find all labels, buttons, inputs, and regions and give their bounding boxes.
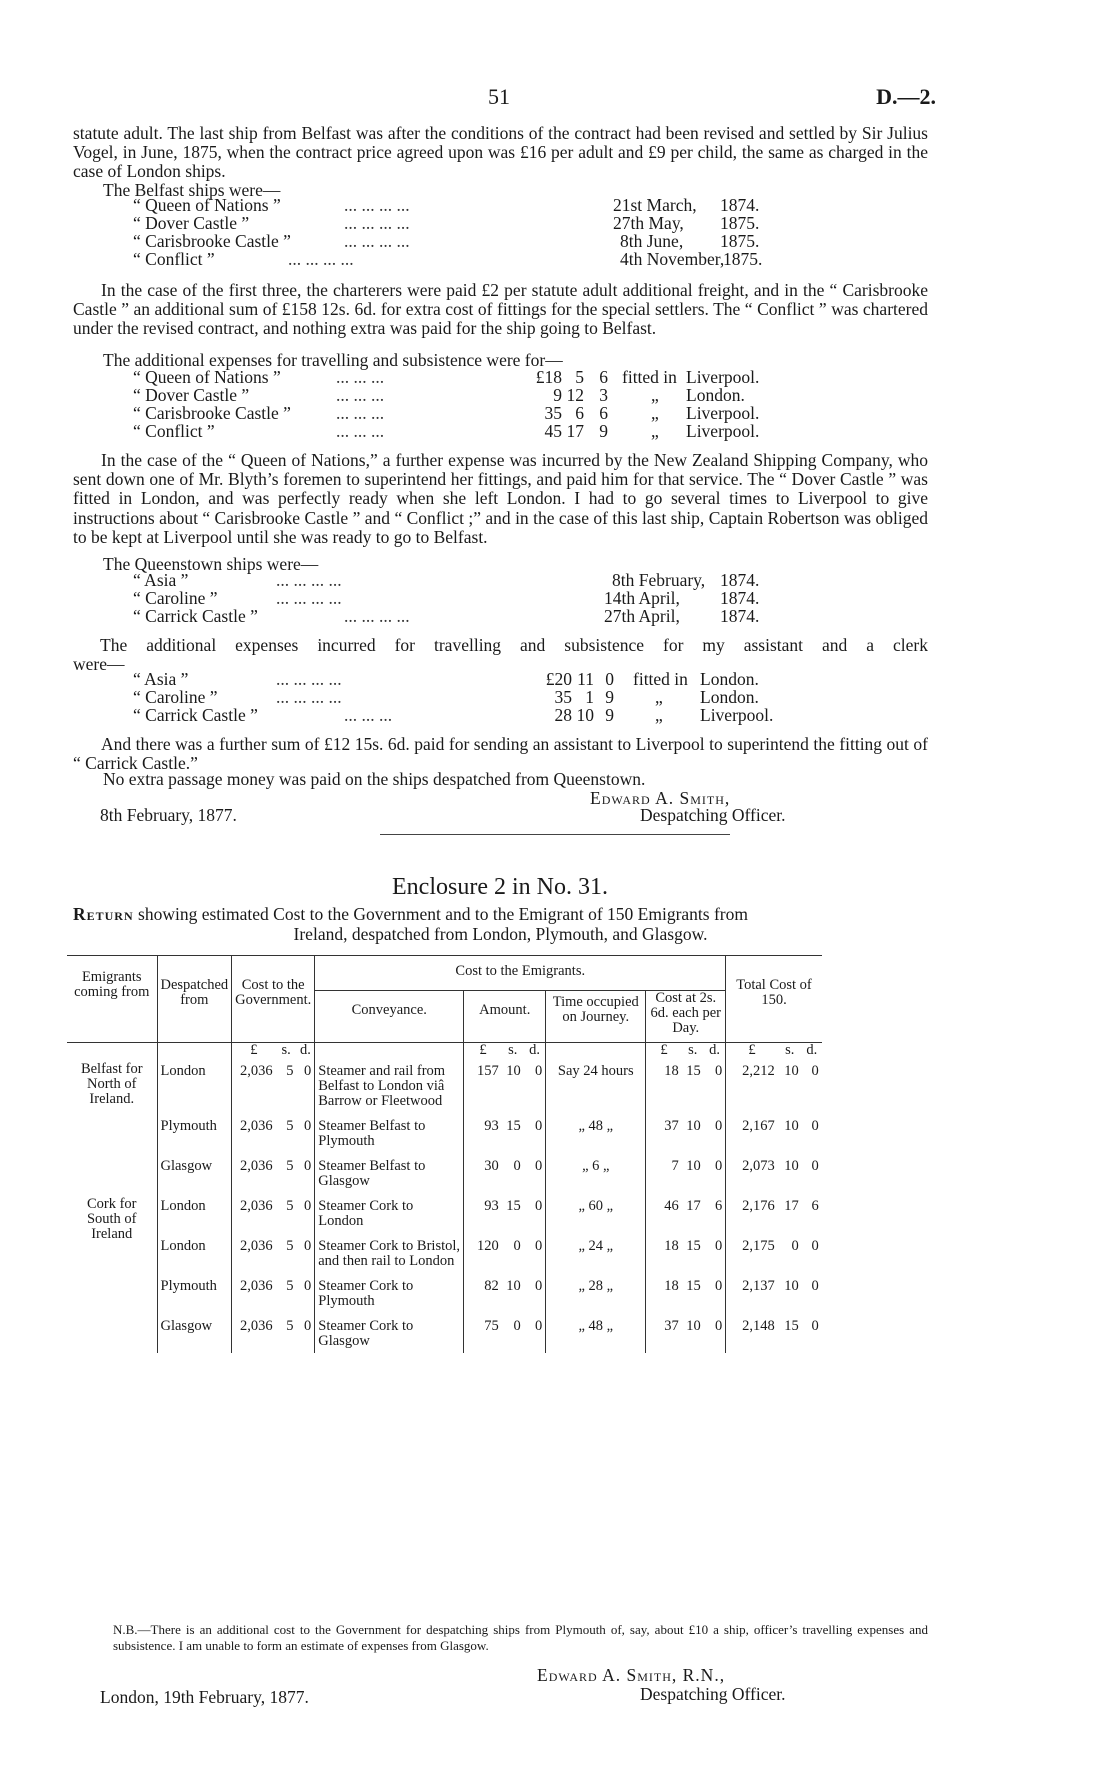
ship-year: 1874. xyxy=(720,588,760,608)
fitted-place: Liverpool. xyxy=(686,421,760,441)
leader-dots: ... ... ... xyxy=(336,367,385,387)
gov-s-cell: 5 xyxy=(286,1118,294,1134)
gov-s-cell: 5 xyxy=(286,1318,294,1334)
gov-l-cell: 2,036 xyxy=(239,1158,273,1174)
return-lead: Return xyxy=(73,904,134,924)
tot-l-cell: 2,137 xyxy=(742,1278,775,1294)
leader-dots: ... ... ... ... xyxy=(344,213,410,233)
unit-shilling: s. xyxy=(508,1042,518,1058)
table-row xyxy=(67,1153,822,1193)
gov-s-cell: 5 xyxy=(286,1278,294,1294)
amount-pounds: 9 xyxy=(553,385,562,405)
time-cell: Say 24 hours xyxy=(546,1058,646,1113)
amount-pence: 6 xyxy=(599,403,608,423)
additional-expenses-heading: The additional expenses for travelling and subsistence were for— xyxy=(103,350,563,370)
day-d-cell: 6 xyxy=(704,1193,726,1233)
header-cost-government: Cost to the Government. xyxy=(232,956,315,1043)
amount-pounds: 45 xyxy=(544,421,562,441)
intro-paragraph: statute adult. The last ship from Belfast was after the conditions of the contract had been revised and settled by Sir Julius Vogel, in June, 1875, when the contract price agreed upon was £16 per adult and £9 per child, the same as charged in the case of London ships. xyxy=(73,123,928,182)
fitted-place: Liverpool. xyxy=(700,705,774,725)
signature-2-name: Edward A. Smith, R.N., xyxy=(537,1665,726,1685)
gov-d-cell: 0 xyxy=(297,1233,315,1273)
tot-d-cell: 0 xyxy=(811,1318,819,1334)
table-row xyxy=(67,1113,822,1153)
amount-pounds: 35 xyxy=(554,687,572,707)
amount-pence: 6 xyxy=(599,367,608,387)
leader-dots: ... ... ... ... xyxy=(276,687,342,707)
gov-d-cell: 0 xyxy=(297,1313,315,1353)
amt-l-cell: 157 xyxy=(477,1063,499,1079)
day-s-cell: 10 xyxy=(686,1118,701,1134)
gov-l-cell: 2,036 xyxy=(239,1118,273,1134)
conveyance-cell: Steamer Cork to Glasgow xyxy=(315,1313,464,1353)
ship-name: “ Caroline ” xyxy=(133,588,218,608)
tot-l-cell: 2,212 xyxy=(742,1063,775,1079)
tot-d-cell: 0 xyxy=(811,1158,819,1174)
amount-pence: 9 xyxy=(605,687,614,707)
unit-shilling: s. xyxy=(785,1042,795,1058)
fitted-place: London. xyxy=(700,669,759,689)
day-d-cell: 0 xyxy=(704,1313,726,1353)
unit-pound: £ xyxy=(660,1042,668,1058)
amt-d-cell: 0 xyxy=(524,1058,546,1113)
amt-d-cell: 0 xyxy=(524,1113,546,1153)
unit-pound: £ xyxy=(748,1042,756,1058)
despatched-cell: Plymouth xyxy=(157,1113,232,1153)
despatched-cell: Glasgow xyxy=(157,1153,232,1193)
day-s-cell: 15 xyxy=(686,1063,701,1079)
amount-pence: 3 xyxy=(599,385,608,405)
amt-l-cell: 30 xyxy=(484,1158,499,1174)
table-row xyxy=(67,1193,822,1233)
fitted-ditto: „ xyxy=(651,421,659,441)
conveyance-cell: Steamer Cork to Plymouth xyxy=(315,1273,464,1313)
gov-d-cell: 0 xyxy=(297,1153,315,1193)
day-d-cell: 0 xyxy=(704,1058,726,1113)
signature-2-date: London, 19th February, 1877. xyxy=(100,1687,309,1707)
tot-d-cell: 6 xyxy=(811,1198,819,1214)
assistant-paragraph-line-2: were— xyxy=(73,654,125,674)
tot-s-cell: 15 xyxy=(784,1318,799,1334)
ship-year: 1874. xyxy=(720,570,760,590)
unit-pound: £ xyxy=(479,1042,487,1058)
tot-s-cell: 0 xyxy=(791,1238,799,1254)
amt-d-cell: 0 xyxy=(524,1273,546,1313)
ship-name: “ Carrick Castle ” xyxy=(133,606,258,626)
tot-l-cell: 2,175 xyxy=(742,1238,775,1254)
despatched-cell: London xyxy=(157,1058,232,1113)
amount-pounds: £20 xyxy=(545,669,572,689)
conveyance-cell: Steamer Belfast to Plymouth xyxy=(315,1113,464,1153)
amount-shillings: 5 xyxy=(575,367,584,387)
time-cell: „ 48 „ xyxy=(546,1113,646,1153)
day-d-cell: 0 xyxy=(704,1273,726,1313)
day-d-cell: 0 xyxy=(704,1113,726,1153)
header-total-cost: Total Cost of 150. xyxy=(726,956,822,1043)
ship-date: 8th February, xyxy=(612,570,706,590)
assistant-paragraph-line-1: The additional expenses incurred for travelling and subsistence for my assistant and a clerk xyxy=(100,635,928,655)
table-body xyxy=(67,1058,822,1353)
gov-d-cell: 0 xyxy=(297,1273,315,1313)
day-l-cell: 18 xyxy=(664,1063,679,1079)
day-s-cell: 10 xyxy=(686,1158,701,1174)
gov-l-cell: 2,036 xyxy=(239,1198,273,1214)
ship-date: 8th June, xyxy=(620,231,684,251)
amt-s-cell: 10 xyxy=(506,1278,521,1294)
leader-dots: ... ... ... ... xyxy=(344,606,410,626)
no-extra-paragraph: No extra passage money was paid on the ships despatched from Queenstown. xyxy=(103,769,646,789)
amt-l-cell: 82 xyxy=(484,1278,499,1294)
belfast-ships-heading: The Belfast ships were— xyxy=(103,180,281,200)
unit-shilling: s. xyxy=(688,1042,698,1058)
tot-l-cell: 2,176 xyxy=(742,1198,775,1214)
amount-shillings: 10 xyxy=(576,705,594,725)
day-s-cell: 15 xyxy=(686,1278,701,1294)
ship-year: 1875. xyxy=(720,213,760,233)
amt-d-cell: 0 xyxy=(524,1153,546,1193)
tot-l-cell: 2,167 xyxy=(742,1118,775,1134)
amt-d-cell: 0 xyxy=(524,1233,546,1273)
ship-name: “ Conflict ” xyxy=(133,421,215,441)
header-cost-2s6d: Cost at 2s. 6d. each per Day. xyxy=(646,991,726,1043)
gov-l-cell: 2,036 xyxy=(239,1318,273,1334)
gov-l-cell: 2,036 xyxy=(239,1063,273,1079)
return-table xyxy=(67,955,822,1353)
leader-dots: ... ... ... ... xyxy=(344,195,410,215)
gov-l-cell: 2,036 xyxy=(239,1278,273,1294)
signature-name: Edward A. Smith, xyxy=(590,788,731,808)
header-time-occupied: Time occupied on Journey. xyxy=(546,991,646,1043)
time-cell: „ 6 „ xyxy=(546,1153,646,1193)
day-d-cell: 0 xyxy=(704,1153,726,1193)
section-divider xyxy=(380,834,730,835)
further-sum-paragraph: And there was a further sum of £12 15s. 6d. paid for sending an assistant to Liverpool to superintend the fitting out of “ Carrick Castle.” xyxy=(73,734,928,774)
amount-pence: 9 xyxy=(605,705,614,725)
amount-shillings: 12 xyxy=(566,385,584,405)
ship-name: “ Queen of Nations ” xyxy=(133,195,281,215)
amt-s-cell: 0 xyxy=(513,1318,521,1334)
header-amount: Amount. xyxy=(464,991,546,1043)
ship-date: 27th April, xyxy=(604,606,680,626)
day-l-cell: 7 xyxy=(671,1158,679,1174)
tot-l-cell: 2,148 xyxy=(742,1318,775,1334)
day-s-cell: 10 xyxy=(686,1318,701,1334)
amt-d-cell: 0 xyxy=(524,1313,546,1353)
gov-s-cell: 5 xyxy=(286,1238,294,1254)
amount-pounds: 35 xyxy=(544,403,562,423)
amount-pounds: 28 xyxy=(554,705,572,725)
leader-dots: ... ... ... ... xyxy=(288,249,354,269)
despatched-cell: London xyxy=(157,1193,232,1233)
amt-s-cell: 15 xyxy=(506,1198,521,1214)
ship-date: 21st March, xyxy=(613,195,697,215)
queenstown-ships-heading: The Queenstown ships were— xyxy=(103,554,319,574)
amount-shillings: 11 xyxy=(577,669,594,689)
fitted-ditto: „ xyxy=(651,385,659,405)
header-conveyance: Conveyance. xyxy=(315,991,464,1043)
amt-l-cell: 93 xyxy=(484,1118,499,1134)
leader-dots: ... ... ... ... xyxy=(344,231,410,251)
signature-title: Despatching Officer. xyxy=(640,805,786,825)
leader-dots: ... ... ... ... xyxy=(276,570,342,590)
amt-l-cell: 93 xyxy=(484,1198,499,1214)
tot-d-cell: 0 xyxy=(811,1063,819,1079)
tot-s-cell: 10 xyxy=(784,1118,799,1134)
table-row xyxy=(67,1273,822,1313)
ship-name: “ Carrick Castle ” xyxy=(133,705,258,725)
tot-s-cell: 10 xyxy=(784,1278,799,1294)
day-s-cell: 15 xyxy=(686,1238,701,1254)
ship-name: “ Dover Castle ” xyxy=(133,213,250,233)
fitted-ditto: „ xyxy=(655,705,663,725)
header-emigrants-from: Emigrants coming from xyxy=(67,956,157,1043)
nb-note-text: N.B.—There is an additional cost to the Government for despatching ships from Plymouth of, say, about £10 a ship, officer’s travelling expenses and subsistence. I am unable to form an estimate of expenses from Glasgow. xyxy=(113,1622,928,1653)
amount-pence: 9 xyxy=(599,421,608,441)
amt-l-cell: 75 xyxy=(484,1318,499,1334)
leader-dots: ... ... ... xyxy=(336,421,385,441)
ship-year: 1874. xyxy=(720,606,760,626)
tot-s-cell: 10 xyxy=(784,1063,799,1079)
amt-s-cell: 0 xyxy=(513,1238,521,1254)
gov-l-cell: 2,036 xyxy=(239,1238,273,1254)
header-cost-emigrants: Cost to the Emigrants. xyxy=(315,956,726,991)
leader-dots: ... ... ... xyxy=(336,403,385,423)
unit-pence: d. xyxy=(297,1043,315,1059)
return-text-2: Ireland, despatched from London, Plymouth, and Glasgow. xyxy=(293,924,708,944)
amount-shillings: 1 xyxy=(585,687,594,707)
gov-d-cell: 0 xyxy=(297,1058,315,1113)
fitted-ditto: fitted in xyxy=(622,367,677,387)
ship-name: “ Carisbrooke Castle ” xyxy=(133,403,291,423)
fitted-place: London. xyxy=(686,385,745,405)
leader-dots: ... ... ... xyxy=(336,385,385,405)
nb-note xyxy=(73,1622,928,1654)
ship-year: 1874. xyxy=(720,195,760,215)
gov-s-cell: 5 xyxy=(286,1158,294,1174)
time-cell: „ 60 „ xyxy=(546,1193,646,1233)
ship-name: “ Conflict ” xyxy=(133,249,215,269)
fitted-ditto: „ xyxy=(651,403,659,423)
return-caption xyxy=(73,904,928,944)
leader-dots: ... ... ... xyxy=(344,705,393,725)
unit-pound: £ xyxy=(250,1042,258,1058)
conveyance-cell: Steamer Cork to London xyxy=(315,1193,464,1233)
table-row xyxy=(67,1313,822,1353)
origin-cell: Belfast for North of Ireland. xyxy=(67,1058,157,1193)
day-s-cell: 17 xyxy=(686,1198,701,1214)
amt-d-cell: 0 xyxy=(524,1193,546,1233)
queen-of-nations-paragraph: In the case of the “ Queen of Nations,” a further expense was incurred by the New Zealand Shipping Company, who sent down one of Mr. Blyth’s foremen to superintend her fittings, and paid him for that service. The “ Dover Castle ” was fitted in London, and was perfectly ready when she left London. I had to go several times to Liverpool to give instructions about “ Carisbrooke Castle ” and “ Conflict ;” and in the case of this last ship, Captain Robertson was obliged to be kept at Liverpool until she was ready to go to Belfast. xyxy=(73,450,928,547)
gov-s-cell: 5 xyxy=(286,1063,294,1079)
amt-l-cell: 120 xyxy=(477,1238,499,1254)
tot-d-cell: 0 xyxy=(811,1118,819,1134)
ship-year: 1875. xyxy=(720,231,760,251)
tot-d-cell: 0 xyxy=(811,1238,819,1254)
day-l-cell: 18 xyxy=(664,1238,679,1254)
unit-pence: d. xyxy=(704,1043,726,1059)
conveyance-cell: Steamer Belfast to Glasgow xyxy=(315,1153,464,1193)
day-l-cell: 37 xyxy=(664,1118,679,1134)
ship-date: 27th May, xyxy=(613,213,684,233)
unit-pence: d. xyxy=(806,1042,818,1058)
unit-pence: d. xyxy=(524,1043,546,1059)
fitted-place: London. xyxy=(700,687,759,707)
amount-shillings: 17 xyxy=(566,421,584,441)
ship-date: 4th November, xyxy=(620,249,725,269)
enclosure-title: Enclosure 2 in No. 31. xyxy=(392,874,608,900)
despatched-cell: London xyxy=(157,1233,232,1273)
fitted-ditto: fitted in xyxy=(633,669,688,689)
unit-shilling: s. xyxy=(281,1042,291,1058)
ship-name: “ Carisbrooke Castle ” xyxy=(133,231,291,251)
despatched-cell: Glasgow xyxy=(157,1313,232,1353)
tot-s-cell: 17 xyxy=(784,1198,799,1214)
day-d-cell: 0 xyxy=(704,1233,726,1273)
charterers-paragraph: In the case of the first three, the charterers were paid £2 per statute adult additional freight, and in the “ Carisbrooke Castle ” an additional sum of £158 12s. 6d. for extra cost of fittings for the special settlers. The “ Conflict ” was chartered under the revised contract, and nothing extra was paid for the ship going to Belfast. xyxy=(73,280,928,339)
fitted-place: Liverpool. xyxy=(686,367,760,387)
ship-name: “ Dover Castle ” xyxy=(133,385,250,405)
signature-date: 8th February, 1877. xyxy=(100,805,237,825)
amount-pounds: £18 xyxy=(535,367,562,387)
day-l-cell: 37 xyxy=(664,1318,679,1334)
conveyance-cell: Steamer and rail from Belfast to London viâ Barrow or Fleetwood xyxy=(315,1058,464,1113)
return-text-1: showing estimated Cost to the Government and to the Emigrant of 150 Emigrants from xyxy=(138,904,748,924)
page-number: 51 xyxy=(488,84,510,109)
origin-cell: Cork for South of Ireland xyxy=(67,1193,157,1353)
despatched-cell: Plymouth xyxy=(157,1273,232,1313)
amount-shillings: 6 xyxy=(575,403,584,423)
ship-year: 1875. xyxy=(723,249,763,269)
ship-name: “ Caroline ” xyxy=(133,687,218,707)
gov-s-cell: 5 xyxy=(286,1198,294,1214)
time-cell: „ 24 „ xyxy=(546,1233,646,1273)
time-cell: „ 28 „ xyxy=(546,1273,646,1313)
gov-d-cell: 0 xyxy=(297,1113,315,1153)
header-despatched-from: Despatched from xyxy=(157,956,232,1043)
ship-name: “ Asia ” xyxy=(133,570,189,590)
conveyance-cell: Steamer Cork to Bristol, and then rail to London xyxy=(315,1233,464,1273)
table-row xyxy=(67,1233,822,1273)
ship-name: “ Asia ” xyxy=(133,669,189,689)
fitted-ditto: „ xyxy=(655,687,663,707)
table-row xyxy=(67,1058,822,1113)
leader-dots: ... ... ... ... xyxy=(276,588,342,608)
time-cell: „ 48 „ xyxy=(546,1313,646,1353)
ship-date: 14th April, xyxy=(604,588,680,608)
amount-pence: 0 xyxy=(605,669,614,689)
leader-dots: ... ... ... ... xyxy=(276,669,342,689)
day-l-cell: 18 xyxy=(664,1278,679,1294)
tot-l-cell: 2,073 xyxy=(742,1158,775,1174)
day-l-cell: 46 xyxy=(664,1198,679,1214)
document-reference: D.—2. xyxy=(876,84,936,109)
amt-s-cell: 15 xyxy=(506,1118,521,1134)
amt-s-cell: 10 xyxy=(506,1063,521,1079)
tot-d-cell: 0 xyxy=(811,1278,819,1294)
tot-s-cell: 10 xyxy=(784,1158,799,1174)
ship-name: “ Queen of Nations ” xyxy=(133,367,281,387)
gov-d-cell: 0 xyxy=(297,1193,315,1233)
amt-s-cell: 0 xyxy=(513,1158,521,1174)
signature-2-title: Despatching Officer. xyxy=(640,1684,786,1704)
fitted-place: Liverpool. xyxy=(686,403,760,423)
